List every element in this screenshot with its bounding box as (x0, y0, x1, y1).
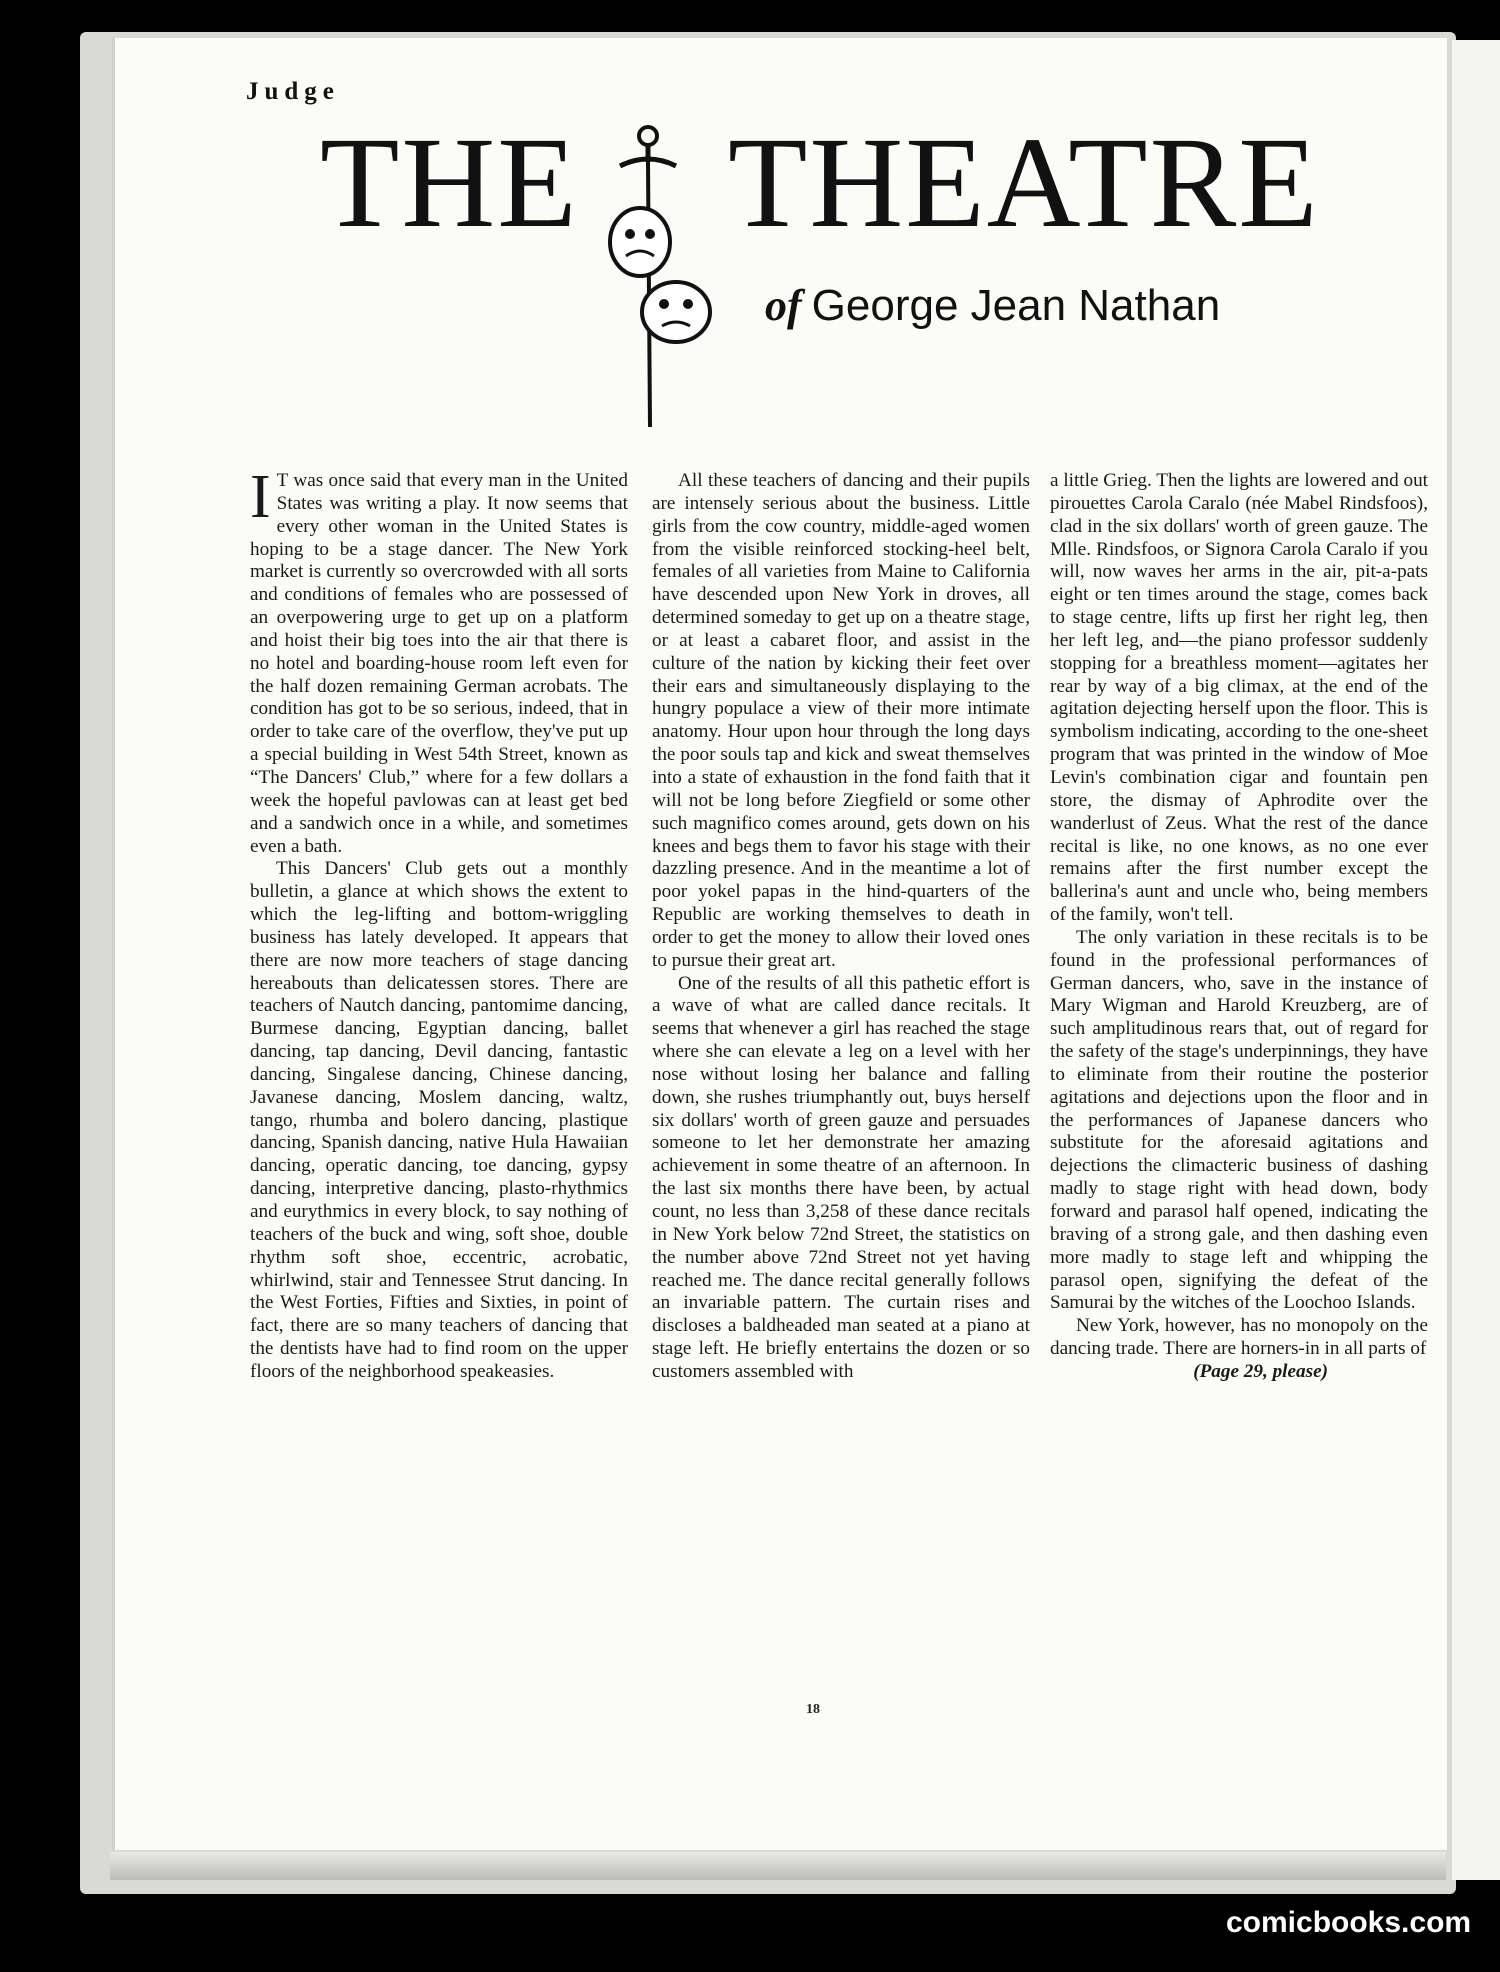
article-column-1 (250, 463, 628, 1690)
next-page-edge (1452, 40, 1500, 1880)
site-watermark[interactable]: comicbooks.com (1226, 1906, 1472, 1939)
paragraph-text: T was once said that every man in the United States was writing a play. It now seems that every other woman in the United States is hoping to be a stage dancer. The New York market is currently so overcrowded with all sorts and conditions of females who are possessed of an overpowering urge to get up on a platform and hoist their big toes into the air that there is no hotel and boarding-house room left even for the half dozen remaining German acrobats. The condition has got to be so serious, indeed, that in order to take care of the overflow, they've put up a special building in West 54th Street, known as “The Dancers' Club,” where for a few dollars a week the hopeful pavlowas can at least get bed and a sandwich once in a while, and sometimes even a bath. (250, 470, 628, 857)
page-bottom-edge (110, 1852, 1446, 1880)
headline-theatre: THEATRE (728, 111, 1320, 255)
article-paragraph: New York, however, has no monopoly on the dancing trade. There are horners-in in all parts of (1050, 1315, 1428, 1360)
article-paragraph: a little Grieg. Then the lights are lowered and out pirouettes Carola Caralo (née Mabel Rindsfoos), clad in the six dollars' worth of green gauze. The Mlle. Rindsfoos, or Signora Carola Caralo if you will, now waves her arms in the air, pit-a-pats eight or ten times around the stage, comes back to stage centre, lifts up first her right leg, then her left leg, and—the piano professor suddenly stopping for a breathless moment—agitates her rear by way of a big climax, at the end of the agitation dejecting herself upon the floor. This is symbolism indicating, according to the one-sheet program that was printed in the window of Moe Levin's combination cigar and fountain pen store, the dismay of Aphrodite over the wanderlust of Zeus. What the rest of the dance recital is like, no one knows, as no one ever remains after the first number except the ballerina's aunt and uncle who, being members of the family, won't tell. (1050, 470, 1428, 926)
article-column-2 (652, 470, 1030, 1690)
article-paragraph: The only variation in these recitals is to be found in the professional performances of German dancers, who, save in the instance of Mary Wigman and Harold Kreuzberg, are of such amplitudinous rears that, out of regard for the safety of the stage's underpinnings, they have to eliminate from their routine the posterior agitations and dejections upon the floor and in the performances of Japanese dancers who substitute for the aforesaid agitations and dejections the climacteric business of dashing madly to stage right with head down, body forward and parasol half opened, indicating the braving of a strong gale, and then dashing even more madly to stage left and whipping the parasol open, signifying the defeat of the Samurai by the witches of the Loochoo Islands. (1050, 926, 1428, 1314)
sword-and-masks-icon (600, 122, 730, 427)
byline-prefix: of (765, 281, 802, 330)
byline (765, 280, 1220, 331)
continuation-note: (Page 29, please) (1193, 1360, 1328, 1382)
headline-the: THE (320, 111, 579, 255)
drop-cap: I (250, 463, 271, 531)
page-number: 18 (806, 1702, 820, 1717)
article-paragraph: All these teachers of dancing and their pupils are intensely serious about the business. Little girls from the cow country, middle-aged women from the visible reinforced stocking-heel belt, females of all varieties from Maine to California have descended upon New York in droves, all determined someday to get up on a theatre stage, or at least a cabaret floor, and assist in the culture of the nation by kicking their feet over their ears and simultaneously displaying to the hungry populace a view of their more intimate anatomy. Hour upon hour through the long days the poor souls tap and kick and sweat themselves into a state of exhaustion in the fond faith that it will not be long before Ziegfield or some other such magnifico comes around, gets down on his knees and begs them to favor his stage with their dazzling presence. And in the meantime a lot of poor yokel papas in the hind-quarters of the Republic are working themselves to death in order to get the money to allow their loved ones to pursue their great art. (652, 470, 1030, 971)
article-paragraph: This Dancers' Club gets out a monthly bulletin, a glance at which shows the extent to which the leg-lifting and bottom-wriggling business has lately developed. It appears that there are now more teachers of stage dancing hereabouts than delicatessen stores. There are teachers of Nautch dancing, pantomime dancing, Burmese dancing, Egyptian dancing, ballet dancing, tap dancing, Devil dancing, fantastic dancing, Singalese dancing, Chinese dancing, Javanese dancing, Moslem dancing, waltz, tango, rhumba and bolero dancing, plastique dancing, Spanish dancing, native Hula Hawaiian dancing, operatic dancing, toe dancing, gypsy dancing, interpretive dancing, plasto-rhythmics and eurythmics in every block, to say nothing of teachers of the buck and wing, soft shoe, double rhythm soft shoe, eccentric, acrobatic, whirlwind, stair and Tennessee Strut dancing. In the West Forties, Fifties and Sixties, in point of fact, there are so many teachers of dancing that the dentists have had to find room on the upper floors of the neighborhood speakeasies. (250, 858, 628, 1382)
author-name: George Jean Nathan (811, 281, 1221, 330)
article-column-3 (1050, 470, 1428, 1690)
article-paragraph (250, 463, 628, 858)
magazine-name: Judge (246, 78, 340, 105)
article-paragraph: One of the results of all this pathetic effort is a wave of what are called dance recitals. It seems that whenever a girl has reached the stage where she can elevate a leg on a level with her nose without losing her balance and falling down, she rushes triumphantly out, buys herself six dollars' worth of green gauze and persuades someone to let her demonstrate her amazing achievement in some theatre of an afternoon. In the last six months there have been, by actual count, no less than 3,258 of these dance recitals in New York below 72nd Street, the statistics on the number above 72nd Street not yet having reached me. The dance recital generally follows an invariable pattern. The curtain rises and discloses a baldheaded man seated at a piano at stage left. He briefly entertains the dozen or so customers assembled with (652, 972, 1030, 1382)
